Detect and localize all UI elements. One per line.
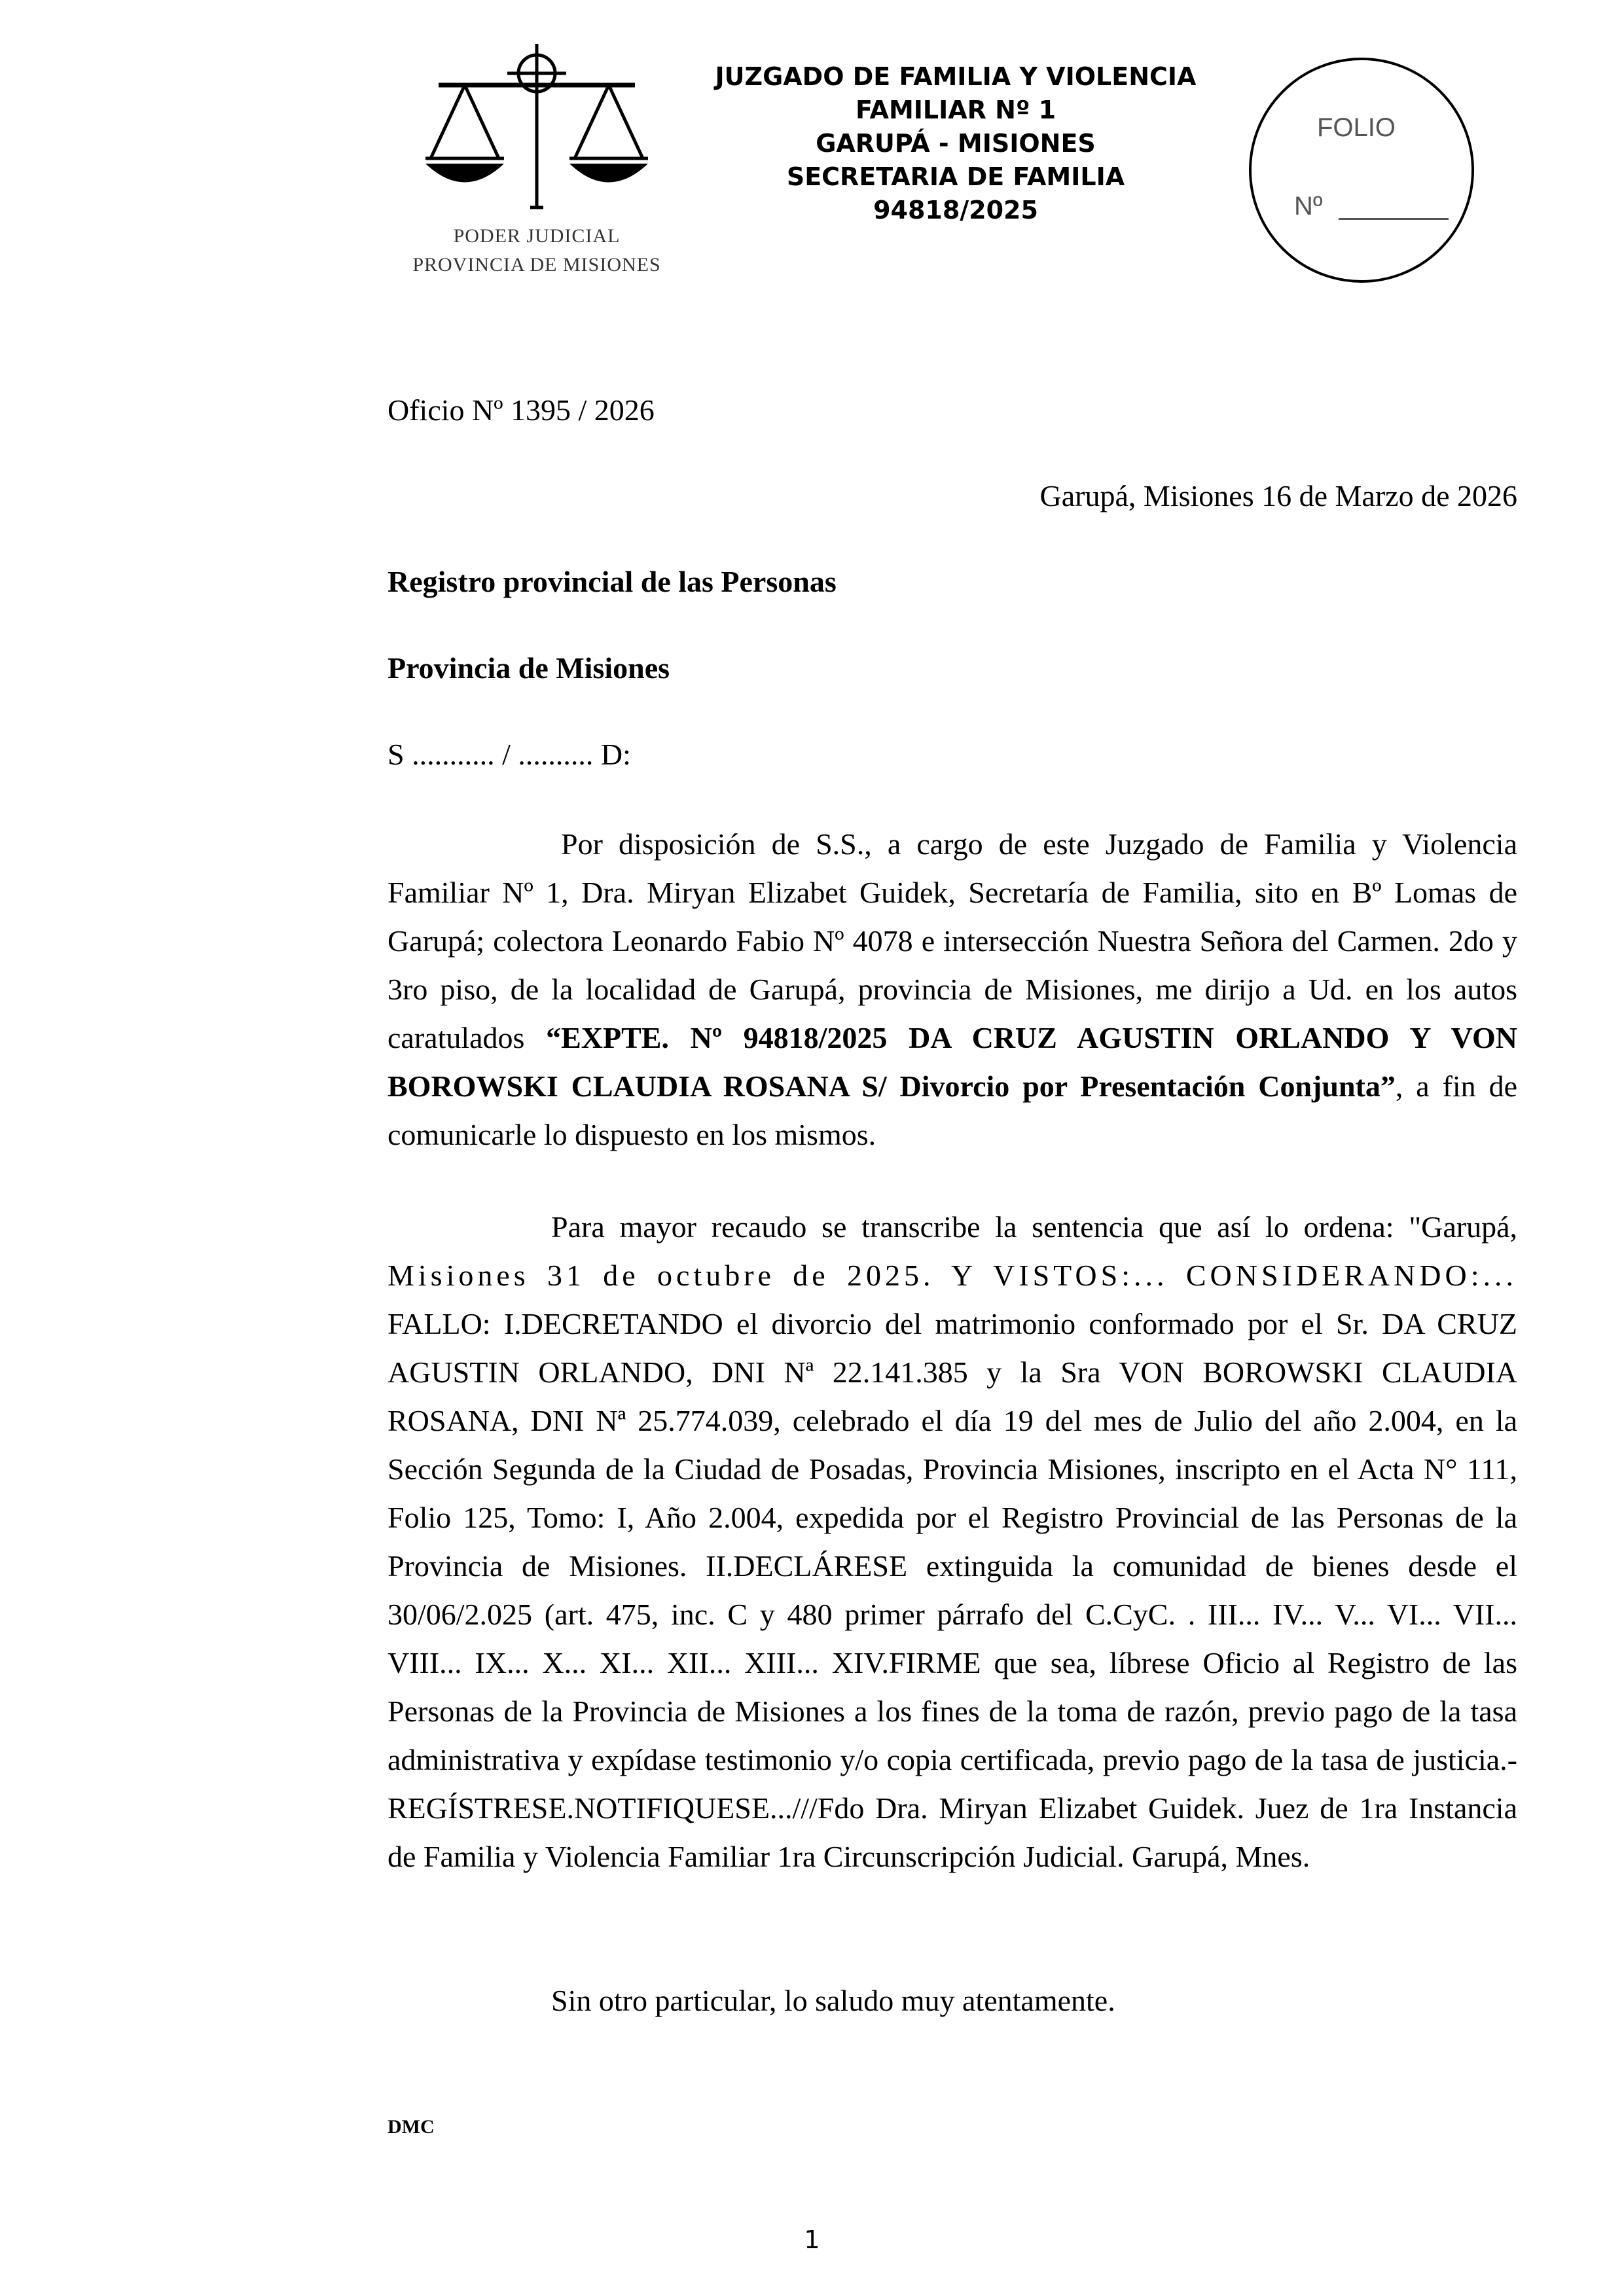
court-header-line4: SECRETARIA DE FAMILIA xyxy=(786,162,1125,191)
paragraph-disposition xyxy=(388,820,1517,1159)
folio-label: FOLIO xyxy=(1317,113,1396,142)
folio-stamp xyxy=(1247,56,1476,285)
addressee-line2: Provincia de Misiones xyxy=(388,651,670,685)
logo-text-provincia: PROVINCIA DE MISIONES xyxy=(412,254,661,276)
court-header-line2: FAMILIAR Nº 1 xyxy=(855,96,1056,124)
closing-line: Sin otro particular, lo saludo muy atentamente. xyxy=(551,1984,1115,2017)
document-date: Garupá, Misiones 16 de Marzo de 2026 xyxy=(1039,479,1517,512)
court-header-line1: JUZGADO DE FAMILIA Y VIOLENCIA xyxy=(715,62,1197,91)
page-number: 1 xyxy=(804,2225,820,2254)
paragraph2-intro: Para mayor recaudo se transcribe la sentencia que así lo ordena: "Garupá, xyxy=(551,1210,1517,1244)
court-header-line3: GARUPÁ - MISIONES xyxy=(816,129,1096,158)
paragraph1-outro: , a fin de comunicarle lo dispuesto en los mismos. xyxy=(388,1069,1517,1151)
addressee-line1: Registro provincial de las Personas xyxy=(388,565,837,598)
logo-text-poder-judicial: PODER JUDICIAL xyxy=(453,225,621,247)
court-header xyxy=(687,60,1224,227)
case-title: “EXPTE. Nº 94818/2025 DA CRUZ AGUSTIN ORLANDO Y VON BOROWSKI CLAUDIA ROSANA S/ Divorcio por Presentación Conjunta” xyxy=(388,1021,1517,1103)
folio-number-label: Nº xyxy=(1294,192,1323,221)
author-initials: DMC xyxy=(388,2116,435,2138)
poder-judicial-logo xyxy=(399,41,674,289)
oficio-number: Oficio Nº 1395 / 2026 xyxy=(388,393,655,427)
paragraph2-spaced: Misiones 31 de octubre de 2025. Y VISTOS:... CONSIDERANDO:... xyxy=(388,1259,1517,1292)
folio-number-blank xyxy=(1339,218,1449,220)
salutation: S ........... / .......... D: xyxy=(388,738,631,771)
folio-circle-icon xyxy=(1247,56,1476,285)
paragraph2-body: FALLO: I.DECRETANDO el divorcio del matrimonio conformado por el Sr. DA CRUZ AGUSTIN ORLANDO, DNI Nª 22.141.385 y la Sra VON BOROWSKI CLAUDIA ROSANA, DNI Nª 25.774.039, celebrado el día 19 del mes de Julio del año 2.004, en la Sección Segunda de la Ciudad de Posadas, Provincia Misiones, inscripto en el Acta N° 111, Folio 125, Tomo: I, Año 2.004, expedida por el Registro Provincial de las Personas de la Provincia de Misiones. II.DECLÁRESE extinguida la comunidad de bienes desde el 30/06/2.025 (art. 475, inc. C y 480 primer párrafo del C.CyC. . III... IV... V... VI... VII... VIII... IX... X... XI... XII... XIII... XIV.FIRME que sea, líbrese Oficio al Registro de las Personas de la Provincia de Misiones a los fines de la toma de razón, previo pago de la tasa administrativa y expídase testimonio y/o copia certificada, previo pago de la tasa de justicia.- REGÍSTRESE.NOTIFIQUESE...///Fdo Dra. Miryan Elizabet Guidek. Juez de 1ra Instancia de Familia y Violencia Familiar 1ra Circunscripción Judicial. Garupá, Mnes. xyxy=(388,1307,1517,1873)
paragraph1-intro: Por disposición de S.S., a cargo de este Juzgado de Familia y Violencia Familiar Nº 1, Dra. Miryan Elizabet Guidek, Secretaría de Familia, sito en Bº Lomas de Garupá; colectora Leonardo Fabio Nº 4078 e intersección Nuestra Señora del Carmen. 2do y 3ro piso, de la localidad de Garupá, provincia de Misiones, me dirijo a Ud. en los autos caratulados xyxy=(388,827,1517,1054)
case-number: 94818/2025 xyxy=(873,196,1038,224)
scales-of-justice-icon xyxy=(425,41,648,217)
paragraph-sentence xyxy=(388,1203,1517,1881)
